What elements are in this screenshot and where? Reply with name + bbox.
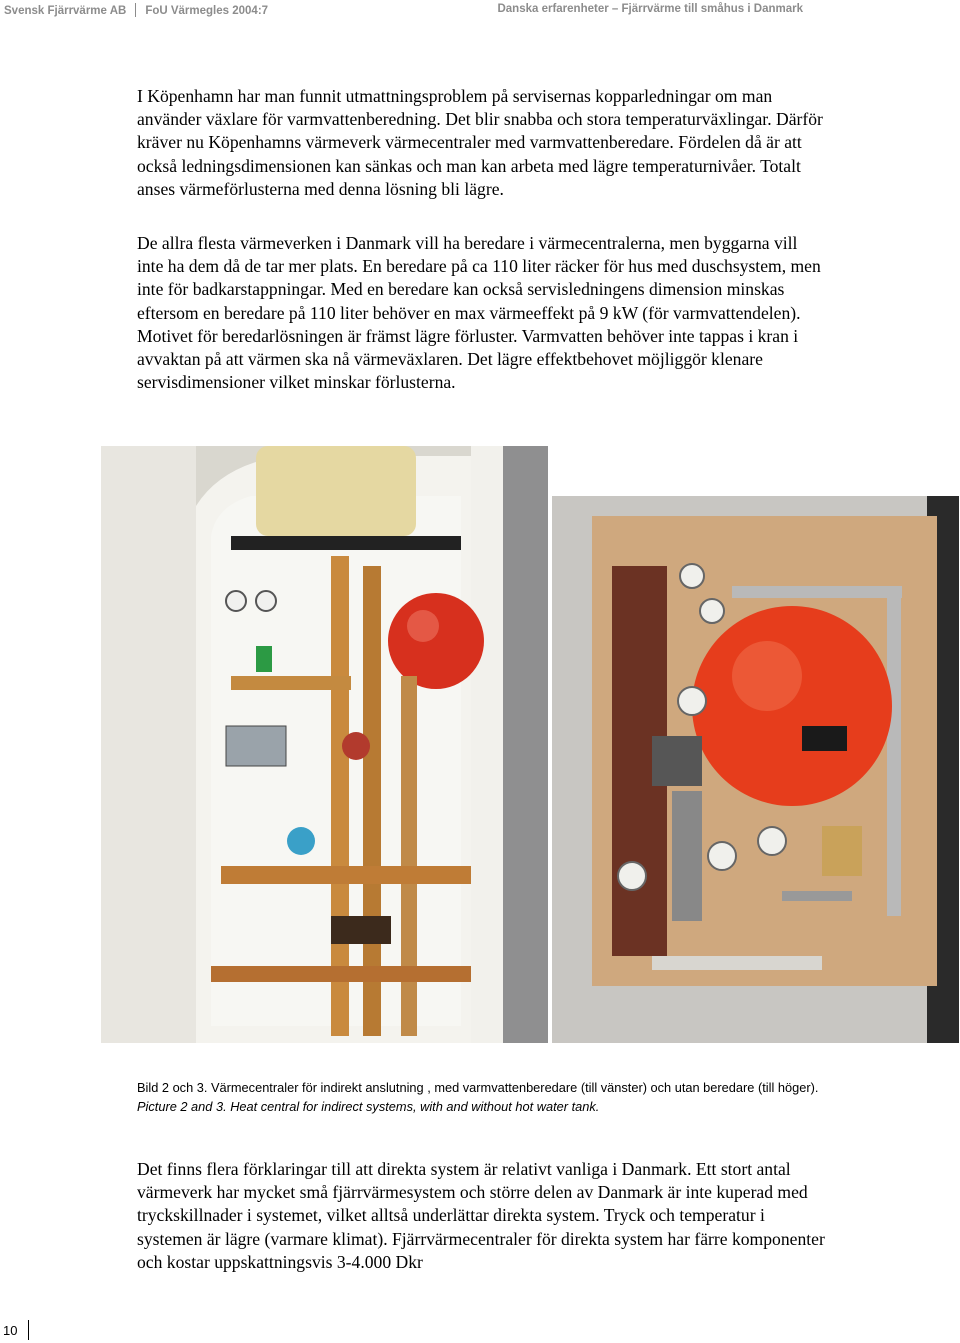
- page-number: 10: [3, 1323, 18, 1338]
- header-report-title: Danska erfarenheter – Fjärrvärme till småhus i Danmark: [497, 3, 803, 15]
- header-org: Svensk Fjärrvärme AB: [4, 5, 127, 17]
- paragraph-direct-systems: Det finns flera förklaringar till att direkta system är relativt vanliga i Danmark. Ett stort antal värmeverk har mycket små fjärrvärmesystem och större delen av Danmark är inte kuperad med tryckskillnader i systemet, vilket alltså underlättar direkta system. Tryck och temperatur i systemen är lägre (varmare klimat). Fjärrvärmecentraler för direkta system har färre komponenter och kostar uppskattningsvis 3-4.000 Dkr: [137, 1159, 825, 1272]
- figure-caption: [137, 1078, 837, 1116]
- page-number-divider: [28, 1320, 29, 1340]
- caption-swedish: Bild 2 och 3. Värmecentraler för indirekt anslutning , med varmvattenberedare (till vänster) och utan beredare (till höger).: [137, 1080, 819, 1095]
- photo-central-without-tank: [552, 496, 959, 1043]
- caption-english: Picture 2 and 3. Heat central for indirect systems, with and without hot water tank.: [137, 1099, 600, 1114]
- header-left: [4, 3, 268, 17]
- header-divider: [135, 3, 136, 17]
- paragraph-beredare: De allra flesta värmeverken i Danmark vill ha beredare i värmecentralerna, men byggarna vill inte ha dem då de tar mer plats. En beredare på ca 110 liter räcker för hus med duschsystem, men inte för badkarstappningar. Med en beredare kan också servisledningens dimension minskas eftersom en beredare på 110 liter behöver en max värmeeffekt på 9 kW (för varmvattendelen). Motivet för beredarlösningen är främst lägre förluster. Varmvatten behöver inte tappas i kran i avvaktan på att värmen ska nå värmeväxlaren. Det lägre effektbehovet möjliggör klenare servisdimensioner vilket minskar förlusterna.: [137, 233, 821, 393]
- header-series: FoU Värmegles 2004:7: [145, 5, 269, 17]
- page-header: [0, 0, 960, 20]
- paragraph-copenhagen: I Köpenhamn har man funnit utmattningsproblem på servisernas kopparledningar om man använder växlare för varmvattenberedning. Det blir snabba och stora temperaturväxlingar. Därför kräver nu Köpenhamns värmeverk värmecentraler med varmvattenberedare. Fördelen då är att också ledningsdimensionen kan sänkas och man kan arbeta med lägre temperaturnivåer. Totalt anses värmeförlusterna med denna lösning bli lägre.: [137, 86, 823, 199]
- photo-central-with-tank: [101, 446, 548, 1043]
